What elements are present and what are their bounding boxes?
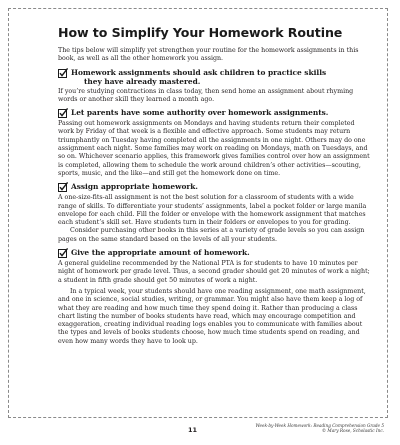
tip-heading-line: Give the appropriate amount of homework. <box>71 248 250 258</box>
tip-paragraph: A one-size-fits-all assignment is not the best solution for a classroom of students with a wide range of skills. To differentiate your students’ assignments, label a pocket folder or large manila envelope for each child. Fill the folder or envelope with the homework assignment that matches each student’s skill set. Have students turn in their folders or envelopes to you for grading. <box>58 194 367 227</box>
checkbox-check-icon <box>58 182 68 192</box>
tip-heading <box>58 68 370 86</box>
tip-heading <box>58 108 370 118</box>
tip-paragraph: If you’re studying contractions in class today, then send home an assignment about rhyming words or another skill they learned a month ago. <box>58 87 354 103</box>
page-title: How to Simplify Your Homework Routine <box>58 25 343 40</box>
tip-heading <box>58 182 370 192</box>
page-number: 11 <box>188 426 198 434</box>
tip-paragraph: Passing out homework assignments on Mondays and having students return their completed work by Friday of that week is a flexible and effective approach. Some students may return triumphantly on Tuesday having completed all the assignments in one night. Others may do one assignment each night. Some families may work on reading on Mondays, math on Tuesdays, and so on. Whichever scenario applies, this framework gives families control over how an assignment is completed, allowing them to schedule the work around children’s other activities—scouting, sports, music, and the like—and still get the homework done on time. <box>58 120 370 177</box>
tip-paragraph: A general guideline recommended by the National PTA is for students to have 10 minutes per night of homework per grade level. Thus, a second grader should get 20 minutes of work a night; a student in fifth grade should get 50 minutes of work a night. <box>58 260 370 284</box>
tip-paragraph: Consider purchasing other books in this series at a variety of grade levels so you can assign pages on the same standard based on the levels of all your students. <box>58 227 365 243</box>
credit-line: © Mary Rose, Scholastic Inc. <box>321 428 384 434</box>
page-content <box>58 25 370 346</box>
checkbox-check-icon <box>58 68 68 78</box>
tip-heading-line: Let parents have some authority over homework assignments. <box>71 108 329 118</box>
tip-heading <box>58 248 370 258</box>
tip-section <box>58 182 370 244</box>
checkbox-check-icon <box>58 108 68 118</box>
tip-section <box>58 108 370 178</box>
tip-heading-line: Assign appropriate homework. <box>71 182 198 192</box>
intro-paragraph: The tips below will simplify yet strengthen your routine for the homework assignments in this book, as well as all the other homework you assign. <box>58 47 359 63</box>
checkbox-check-icon <box>58 248 68 258</box>
tip-paragraph: In a typical week, your students should have one reading assignment, one math assignment, and one in science, social studies, writing, or grammar. You might also have them keep a log of what they are reading and how much time they spend doing it. Rather than producing a class chart listing the number of books students have read, which may encourage competition and exaggeration, creating individual reading logs enables you to communicate with families about the types and levels of books students choose, how much time students spend on reading, and even how many words they have to look up. <box>58 287 366 345</box>
tip-heading-line: Homework assignments should ask children to practice skills <box>71 67 327 77</box>
credit-line: Week-by-Week Homework: Reading Comprehension Grade 5 <box>255 423 384 428</box>
page-credit <box>256 423 384 433</box>
tip-heading-line: they have already mastered. <box>84 76 201 86</box>
tip-section <box>58 248 370 346</box>
tip-section <box>58 68 370 105</box>
